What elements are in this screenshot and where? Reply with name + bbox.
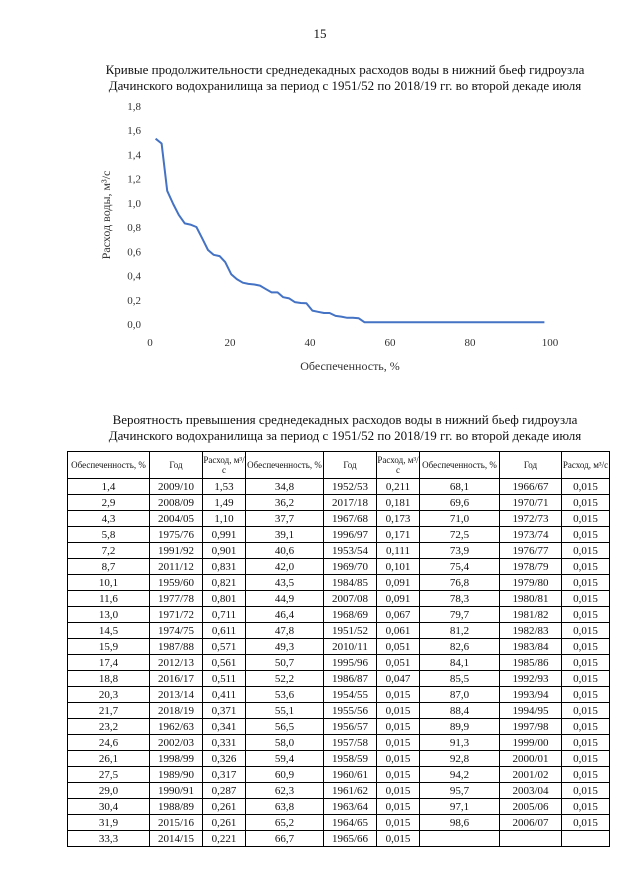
cell-year: 1993/94 <box>500 687 562 703</box>
cell-year: 1961/62 <box>324 783 377 799</box>
cell-discharge: 0,331 <box>203 735 246 751</box>
cell-year: 2015/16 <box>150 815 203 831</box>
cell-discharge: 0,015 <box>562 751 610 767</box>
table-row <box>68 815 610 831</box>
y-axis-title: Расход воды, м³/с <box>99 170 113 260</box>
cell-year: 2011/12 <box>150 559 203 575</box>
table-row <box>68 719 610 735</box>
table-row <box>68 479 610 495</box>
cell-discharge: 0,015 <box>562 767 610 783</box>
cell-discharge: 0,015 <box>377 735 420 751</box>
cell-year: 2010/11 <box>324 639 377 655</box>
cell-probability: 65,2 <box>246 815 324 831</box>
cell-year: 1982/83 <box>500 623 562 639</box>
y-tick-label: 0,4 <box>127 270 141 283</box>
cell-discharge: 0,341 <box>203 719 246 735</box>
cell-probability: 39,1 <box>246 527 324 543</box>
table-header-row <box>68 452 610 479</box>
cell-discharge: 0,015 <box>562 495 610 511</box>
table-row <box>68 783 610 799</box>
cell-year: 1984/85 <box>324 575 377 591</box>
cell-probability: 33,3 <box>68 831 150 847</box>
table-row <box>68 751 610 767</box>
cell-year: 1988/89 <box>150 799 203 815</box>
table-row <box>68 767 610 783</box>
cell-probability: 30,4 <box>68 799 150 815</box>
cell-year: 2009/10 <box>150 479 203 495</box>
cell-year <box>500 831 562 847</box>
cell-year: 1952/53 <box>324 479 377 495</box>
cell-probability: 5,8 <box>68 527 150 543</box>
cell-discharge: 0,015 <box>377 751 420 767</box>
cell-discharge: 0,711 <box>203 607 246 623</box>
cell-year: 1969/70 <box>324 559 377 575</box>
cell-discharge: 0,015 <box>562 671 610 687</box>
cell-probability: 1,4 <box>68 479 150 495</box>
cell-discharge: 0,015 <box>377 687 420 703</box>
cell-year: 1985/86 <box>500 655 562 671</box>
cell-probability: 56,5 <box>246 719 324 735</box>
cell-year: 1951/52 <box>324 623 377 639</box>
cell-discharge: 0,061 <box>377 623 420 639</box>
chart-title-line-2: Дачинского водохранилища за период с 1951/52 по 2018/19 гг. во второй декаде июля <box>108 78 582 93</box>
cell-discharge: 0,371 <box>203 703 246 719</box>
cell-probability <box>420 831 500 847</box>
table-row <box>68 607 610 623</box>
cell-discharge: 0,821 <box>203 575 246 591</box>
cell-probability: 89,9 <box>420 719 500 735</box>
cell-discharge: 0,991 <box>203 527 246 543</box>
cell-year: 1991/92 <box>150 543 203 559</box>
cell-year: 2016/17 <box>150 671 203 687</box>
cell-year: 1978/79 <box>500 559 562 575</box>
cell-year: 1980/81 <box>500 591 562 607</box>
cell-year: 2005/06 <box>500 799 562 815</box>
table-row <box>68 559 610 575</box>
cell-probability: 82,6 <box>420 639 500 655</box>
cell-probability: 68,1 <box>420 479 500 495</box>
cell-discharge: 0,015 <box>377 799 420 815</box>
table-title-line-2: Дачинского водохранилища за период с 1951/52 по 2018/19 гг. во второй декаде июля <box>108 428 582 443</box>
cell-probability: 10,1 <box>68 575 150 591</box>
x-tick-label: 100 <box>541 337 559 349</box>
cell-probability: 29,0 <box>68 783 150 799</box>
table-title <box>60 412 630 444</box>
y-tick-label: 1,2 <box>127 173 141 186</box>
table-row <box>68 511 610 527</box>
cell-discharge: 1,53 <box>203 479 246 495</box>
cell-probability: 43,5 <box>246 575 324 591</box>
cell-year: 2008/09 <box>150 495 203 511</box>
cell-year: 2013/14 <box>150 687 203 703</box>
y-tick-label: 1,6 <box>127 125 141 138</box>
cell-discharge: 0,015 <box>377 767 420 783</box>
cell-discharge: 0,411 <box>203 687 246 703</box>
cell-probability: 49,3 <box>246 639 324 655</box>
cell-discharge: 0,015 <box>562 479 610 495</box>
cell-probability: 18,8 <box>68 671 150 687</box>
cell-discharge: 0,015 <box>377 783 420 799</box>
cell-probability: 69,6 <box>420 495 500 511</box>
cell-discharge: 0,015 <box>377 815 420 831</box>
cell-probability: 17,4 <box>68 655 150 671</box>
cell-probability: 4,3 <box>68 511 150 527</box>
cell-year: 2002/03 <box>150 735 203 751</box>
cell-probability: 91,3 <box>420 735 500 751</box>
x-tick-label: 0 <box>147 337 153 349</box>
x-tick-label: 80 <box>464 337 476 349</box>
table-row <box>68 623 610 639</box>
cell-probability: 73,9 <box>420 543 500 559</box>
table-title-line-1: Вероятность превышения среднедекадных расходов воды в нижний бьеф гидроузла <box>112 412 578 427</box>
cell-discharge: 0,015 <box>562 639 610 655</box>
cell-probability: 24,6 <box>68 735 150 751</box>
cell-discharge: 0,015 <box>562 607 610 623</box>
cell-probability: 58,0 <box>246 735 324 751</box>
cell-probability: 21,7 <box>68 703 150 719</box>
cell-probability: 94,2 <box>420 767 500 783</box>
cell-year: 2000/01 <box>500 751 562 767</box>
cell-probability: 20,3 <box>68 687 150 703</box>
cell-discharge: 0,067 <box>377 607 420 623</box>
cell-discharge: 0,015 <box>562 591 610 607</box>
y-tick-label: 0,0 <box>127 319 141 331</box>
cell-year: 1964/65 <box>324 815 377 831</box>
cell-probability: 27,5 <box>68 767 150 783</box>
cell-probability: 92,8 <box>420 751 500 767</box>
cell-year: 1962/63 <box>150 719 203 735</box>
cell-discharge <box>562 831 610 847</box>
series-line <box>156 139 545 323</box>
cell-discharge: 0,173 <box>377 511 420 527</box>
cell-discharge: 0,831 <box>203 559 246 575</box>
chart-title <box>60 62 630 94</box>
table-row <box>68 655 610 671</box>
table-row <box>68 831 610 847</box>
header-probability-2: Обеспеченность, % <box>246 452 324 479</box>
cell-probability: 31,9 <box>68 815 150 831</box>
cell-probability: 78,3 <box>420 591 500 607</box>
table-row <box>68 575 610 591</box>
cell-year: 1999/00 <box>500 735 562 751</box>
cell-discharge: 0,047 <box>377 671 420 687</box>
cell-year: 2017/18 <box>324 495 377 511</box>
chart-title-line-1: Кривые продолжительности среднедекадных расходов воды в нижний бьеф гидроузла <box>105 62 585 77</box>
cell-discharge: 0,326 <box>203 751 246 767</box>
cell-year: 1996/97 <box>324 527 377 543</box>
cell-year: 1971/72 <box>150 607 203 623</box>
y-tick-label: 1,0 <box>127 197 141 210</box>
cell-probability: 95,7 <box>420 783 500 799</box>
cell-year: 2012/13 <box>150 655 203 671</box>
cell-discharge: 0,015 <box>562 559 610 575</box>
cell-discharge: 0,015 <box>562 799 610 815</box>
cell-probability: 47,8 <box>246 623 324 639</box>
cell-discharge: 0,051 <box>377 655 420 671</box>
cell-year: 2007/08 <box>324 591 377 607</box>
cell-discharge: 0,015 <box>562 623 610 639</box>
cell-discharge: 0,015 <box>562 655 610 671</box>
cell-year: 1960/61 <box>324 767 377 783</box>
cell-discharge: 0,317 <box>203 767 246 783</box>
y-tick-label: 1,4 <box>127 149 141 162</box>
cell-probability: 85,5 <box>420 671 500 687</box>
table-row <box>68 639 610 655</box>
cell-year: 1954/55 <box>324 687 377 703</box>
cell-discharge: 0,015 <box>562 687 610 703</box>
y-tick-label: 0,6 <box>127 246 141 259</box>
cell-probability: 42,0 <box>246 559 324 575</box>
cell-year: 1973/74 <box>500 527 562 543</box>
cell-probability: 7,2 <box>68 543 150 559</box>
cell-year: 1955/56 <box>324 703 377 719</box>
header-discharge-1: Расход, м³/с <box>203 452 246 479</box>
cell-probability: 84,1 <box>420 655 500 671</box>
cell-discharge: 0,261 <box>203 815 246 831</box>
table-row <box>68 735 610 751</box>
header-year-3: Год <box>500 452 562 479</box>
header-probability-1: Обеспеченность, % <box>68 452 150 479</box>
x-tick-label: 20 <box>224 337 236 349</box>
cell-probability: 76,8 <box>420 575 500 591</box>
cell-discharge: 1,49 <box>203 495 246 511</box>
cell-probability: 2,9 <box>68 495 150 511</box>
header-discharge-3: Расход, м³/с <box>562 452 610 479</box>
cell-discharge: 0,901 <box>203 543 246 559</box>
cell-probability: 13,0 <box>68 607 150 623</box>
table-row <box>68 687 610 703</box>
cell-probability: 8,7 <box>68 559 150 575</box>
cell-discharge: 0,261 <box>203 799 246 815</box>
cell-probability: 87,0 <box>420 687 500 703</box>
cell-discharge: 0,015 <box>562 511 610 527</box>
cell-discharge: 0,211 <box>377 479 420 495</box>
header-year-2: Год <box>324 452 377 479</box>
cell-probability: 15,9 <box>68 639 150 655</box>
cell-discharge: 0,015 <box>562 527 610 543</box>
cell-year: 1957/58 <box>324 735 377 751</box>
table-row <box>68 495 610 511</box>
cell-discharge: 0,015 <box>377 831 420 847</box>
cell-year: 1994/95 <box>500 703 562 719</box>
cell-year: 2014/15 <box>150 831 203 847</box>
cell-year: 1956/57 <box>324 719 377 735</box>
cell-discharge: 0,111 <box>377 543 420 559</box>
cell-discharge: 0,801 <box>203 591 246 607</box>
cell-probability: 40,6 <box>246 543 324 559</box>
header-discharge-2: Расход, м³/с <box>377 452 420 479</box>
cell-probability: 52,2 <box>246 671 324 687</box>
cell-probability: 98,6 <box>420 815 500 831</box>
cell-probability: 14,5 <box>68 623 150 639</box>
cell-year: 1998/99 <box>150 751 203 767</box>
cell-year: 1972/73 <box>500 511 562 527</box>
cell-year: 1959/60 <box>150 575 203 591</box>
cell-probability: 72,5 <box>420 527 500 543</box>
cell-probability: 81,2 <box>420 623 500 639</box>
y-tick-label: 1,8 <box>127 101 141 113</box>
cell-probability: 88,4 <box>420 703 500 719</box>
cell-year: 1992/93 <box>500 671 562 687</box>
cell-year: 1965/66 <box>324 831 377 847</box>
cell-probability: 75,4 <box>420 559 500 575</box>
cell-year: 1953/54 <box>324 543 377 559</box>
cell-discharge: 0,015 <box>562 703 610 719</box>
cell-discharge: 0,221 <box>203 831 246 847</box>
cell-probability: 97,1 <box>420 799 500 815</box>
cell-year: 1976/77 <box>500 543 562 559</box>
cell-year: 2003/04 <box>500 783 562 799</box>
cell-discharge: 0,091 <box>377 575 420 591</box>
cell-probability: 36,2 <box>246 495 324 511</box>
cell-discharge: 1,10 <box>203 511 246 527</box>
cell-probability: 60,9 <box>246 767 324 783</box>
duration-curve-chart <box>90 100 580 380</box>
cell-discharge: 0,611 <box>203 623 246 639</box>
cell-discharge: 0,015 <box>562 719 610 735</box>
cell-discharge: 0,015 <box>377 719 420 735</box>
cell-year: 1987/88 <box>150 639 203 655</box>
probability-table-wrapper <box>67 451 609 847</box>
cell-probability: 11,6 <box>68 591 150 607</box>
page-number: 15 <box>313 26 327 41</box>
table-row <box>68 799 610 815</box>
cell-year: 1974/75 <box>150 623 203 639</box>
cell-probability: 66,7 <box>246 831 324 847</box>
cell-discharge: 0,561 <box>203 655 246 671</box>
cell-year: 2018/19 <box>150 703 203 719</box>
cell-discharge: 0,287 <box>203 783 246 799</box>
cell-year: 1970/71 <box>500 495 562 511</box>
cell-year: 1989/90 <box>150 767 203 783</box>
table-row <box>68 543 610 559</box>
x-axis-title: Обеспеченность, % <box>300 359 400 373</box>
x-tick-label: 40 <box>304 337 316 349</box>
cell-year: 1963/64 <box>324 799 377 815</box>
cell-year: 2001/02 <box>500 767 562 783</box>
y-tick-label: 0,2 <box>127 294 141 307</box>
cell-discharge: 0,181 <box>377 495 420 511</box>
header-year-1: Год <box>150 452 203 479</box>
cell-probability: 63,8 <box>246 799 324 815</box>
cell-year: 1979/80 <box>500 575 562 591</box>
table-row <box>68 591 610 607</box>
cell-discharge: 0,015 <box>562 575 610 591</box>
cell-year: 1966/67 <box>500 479 562 495</box>
cell-probability: 55,1 <box>246 703 324 719</box>
cell-discharge: 0,101 <box>377 559 420 575</box>
x-tick-label: 60 <box>384 337 396 349</box>
cell-probability: 44,9 <box>246 591 324 607</box>
cell-probability: 71,0 <box>420 511 500 527</box>
table-row <box>68 671 610 687</box>
cell-year: 1967/68 <box>324 511 377 527</box>
cell-discharge: 0,511 <box>203 671 246 687</box>
cell-year: 1977/78 <box>150 591 203 607</box>
cell-discharge: 0,091 <box>377 591 420 607</box>
cell-year: 1986/87 <box>324 671 377 687</box>
cell-year: 1981/82 <box>500 607 562 623</box>
cell-probability: 26,1 <box>68 751 150 767</box>
cell-probability: 23,2 <box>68 719 150 735</box>
table-row <box>68 527 610 543</box>
cell-discharge: 0,015 <box>562 783 610 799</box>
cell-year: 1997/98 <box>500 719 562 735</box>
cell-year: 1995/96 <box>324 655 377 671</box>
cell-year: 1983/84 <box>500 639 562 655</box>
cell-probability: 34,8 <box>246 479 324 495</box>
cell-probability: 59,4 <box>246 751 324 767</box>
cell-discharge: 0,171 <box>377 527 420 543</box>
cell-year: 1968/69 <box>324 607 377 623</box>
cell-year: 2006/07 <box>500 815 562 831</box>
cell-probability: 46,4 <box>246 607 324 623</box>
cell-year: 2004/05 <box>150 511 203 527</box>
cell-discharge: 0,015 <box>562 543 610 559</box>
header-probability-3: Обеспеченность, % <box>420 452 500 479</box>
cell-discharge: 0,015 <box>562 815 610 831</box>
table-row <box>68 703 610 719</box>
cell-discharge: 0,571 <box>203 639 246 655</box>
cell-discharge: 0,015 <box>562 735 610 751</box>
cell-probability: 53,6 <box>246 687 324 703</box>
cell-year: 1958/59 <box>324 751 377 767</box>
cell-discharge: 0,015 <box>377 703 420 719</box>
cell-probability: 50,7 <box>246 655 324 671</box>
cell-year: 1975/76 <box>150 527 203 543</box>
cell-year: 1990/91 <box>150 783 203 799</box>
probability-table <box>67 451 610 847</box>
table-body <box>68 479 610 847</box>
cell-probability: 79,7 <box>420 607 500 623</box>
cell-probability: 37,7 <box>246 511 324 527</box>
y-tick-label: 0,8 <box>127 222 141 235</box>
cell-probability: 62,3 <box>246 783 324 799</box>
cell-discharge: 0,051 <box>377 639 420 655</box>
